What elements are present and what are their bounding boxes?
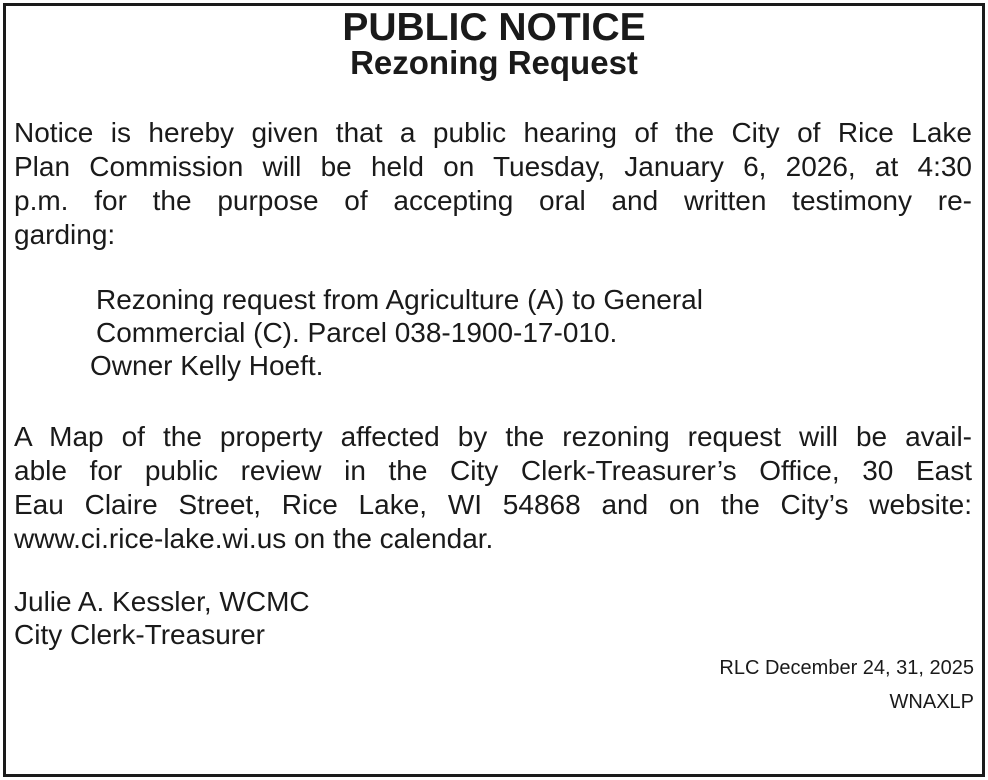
notice-title: PUBLIC NOTICE [342,6,646,49]
paragraph-line: Eau Claire Street, Rice Lake, WI 54868 and on the City’s website: [14,489,972,520]
paragraph-line: Plan Commission will be held on Tuesday, January 6, 2026, at 4:30 [14,151,972,182]
signatory-name: Julie A. Kessler, WCMC [14,586,310,617]
paragraph-line: www.ci.rice-lake.wi.us on the calendar. [14,523,494,554]
paragraph-line: able for public review in the City Clerk-Treasurer’s Office, 30 East [14,455,972,486]
rezoning-item-line: Rezoning request from Agriculture (A) to General [96,284,703,315]
map-availability-paragraph [14,420,972,556]
paragraph-line: Notice is hereby given that a public hearing of the City of Rice Lake [14,117,972,148]
paragraph-line: p.m. for the purpose of accepting oral and written testimony re- [14,185,972,216]
notice-subtitle: Rezoning Request [350,44,638,81]
signatory-title: City Clerk-Treasurer [14,619,265,650]
rezoning-item-line: Commercial (C). Parcel 038-1900-17-010. [96,317,618,348]
publication-code: WNAXLP [889,691,974,713]
hearing-paragraph [14,116,972,252]
paragraph-line: A Map of the property affected by the rezoning request will be avail- [14,421,972,452]
publication-dates: RLC December 24, 31, 2025 [719,657,974,679]
rezoning-item-owner: Owner Kelly Hoeft. [90,350,324,381]
paragraph-line: garding: [14,219,116,250]
